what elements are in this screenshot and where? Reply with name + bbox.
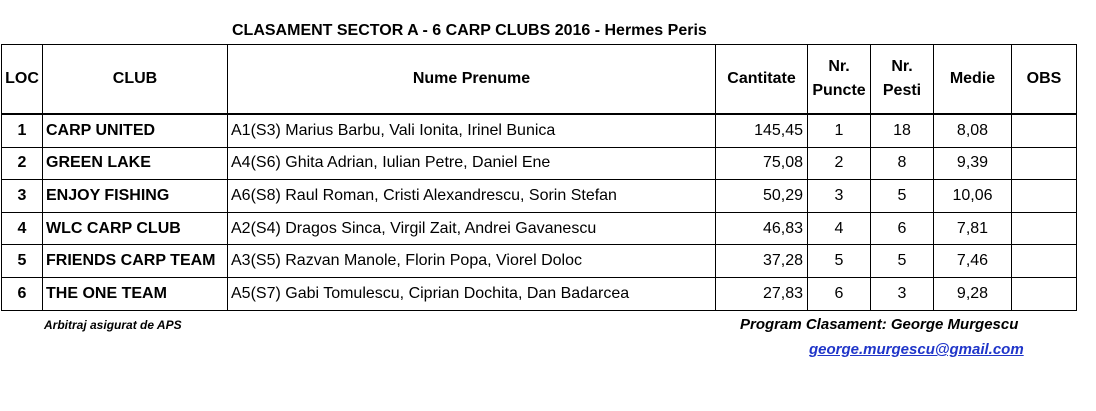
cell-loc: 6 (2, 277, 43, 310)
cell-nume: A4(S6) Ghita Adrian, Iulian Petre, Daniel Ene (228, 147, 716, 180)
cell-club: FRIENDS CARP TEAM (43, 245, 228, 278)
header-loc: LOC (2, 45, 43, 115)
cell-cantitate: 27,83 (716, 277, 808, 310)
cell-obs (1012, 277, 1077, 310)
cell-obs (1012, 245, 1077, 278)
header-row (2, 45, 1077, 115)
table-row (2, 147, 1077, 180)
cell-nume: A6(S8) Raul Roman, Cristi Alexandrescu, Sorin Stefan (228, 180, 716, 213)
cell-nume: A1(S3) Marius Barbu, Vali Ionita, Irinel Bunica (228, 114, 716, 147)
arbitraj-note: Arbitraj asigurat de APS (44, 318, 182, 332)
cell-puncte: 5 (808, 245, 871, 278)
cell-puncte: 6 (808, 277, 871, 310)
table-row (2, 245, 1077, 278)
header-club: CLUB (43, 45, 228, 115)
cell-nume: A5(S7) Gabi Tomulescu, Ciprian Dochita, Dan Badarcea (228, 277, 716, 310)
cell-obs (1012, 114, 1077, 147)
cell-club: WLC CARP CLUB (43, 212, 228, 245)
cell-cantitate: 50,29 (716, 180, 808, 213)
header-nr-puncte-line1: Nr. (828, 58, 850, 75)
cell-medie: 10,06 (934, 180, 1012, 213)
cell-pesti: 5 (871, 180, 934, 213)
cell-medie: 9,39 (934, 147, 1012, 180)
cell-club: GREEN LAKE (43, 147, 228, 180)
cell-pesti: 3 (871, 277, 934, 310)
cell-cantitate: 37,28 (716, 245, 808, 278)
cell-loc: 1 (2, 114, 43, 147)
header-nr-pesti-line1: Nr. (891, 58, 913, 75)
cell-puncte: 4 (808, 212, 871, 245)
page-title: CLASAMENT SECTOR A - 6 CARP CLUBS 2016 - Hermes Peris (232, 22, 707, 39)
cell-medie: 8,08 (934, 114, 1012, 147)
cell-loc: 2 (2, 147, 43, 180)
cell-cantitate: 145,45 (716, 114, 808, 147)
table-row (2, 180, 1077, 213)
table-row (2, 277, 1077, 310)
cell-medie: 7,46 (934, 245, 1012, 278)
cell-club: ENJOY FISHING (43, 180, 228, 213)
header-nr-pesti (871, 45, 934, 115)
cell-loc: 4 (2, 212, 43, 245)
email-link[interactable]: george.murgescu@gmail.com (809, 341, 1024, 358)
ranking-table (1, 44, 1077, 311)
cell-loc: 5 (2, 245, 43, 278)
cell-puncte: 3 (808, 180, 871, 213)
cell-nume: A3(S5) Razvan Manole, Florin Popa, Viorel Doloc (228, 245, 716, 278)
cell-obs (1012, 147, 1077, 180)
cell-pesti: 8 (871, 147, 934, 180)
cell-pesti: 6 (871, 212, 934, 245)
cell-loc: 3 (2, 180, 43, 213)
cell-obs (1012, 212, 1077, 245)
program-credit: Program Clasament: George Murgescu (740, 316, 1019, 333)
header-nume: Nume Prenume (228, 45, 716, 115)
cell-cantitate: 46,83 (716, 212, 808, 245)
cell-cantitate: 75,08 (716, 147, 808, 180)
cell-pesti: 18 (871, 114, 934, 147)
cell-medie: 7,81 (934, 212, 1012, 245)
table-row (2, 212, 1077, 245)
header-medie: Medie (934, 45, 1012, 115)
cell-puncte: 1 (808, 114, 871, 147)
cell-pesti: 5 (871, 245, 934, 278)
table-row (2, 114, 1077, 147)
cell-obs (1012, 180, 1077, 213)
cell-medie: 9,28 (934, 277, 1012, 310)
cell-club: CARP UNITED (43, 114, 228, 147)
header-obs: OBS (1012, 45, 1077, 115)
header-nr-pesti-line2: Pesti (882, 82, 922, 99)
header-cantitate: Cantitate (716, 45, 808, 115)
header-nr-puncte (808, 45, 871, 115)
cell-puncte: 2 (808, 147, 871, 180)
header-nr-puncte-line2: Puncte (812, 82, 866, 99)
cell-club: THE ONE TEAM (43, 277, 228, 310)
cell-nume: A2(S4) Dragos Sinca, Virgil Zait, Andrei Gavanescu (228, 212, 716, 245)
